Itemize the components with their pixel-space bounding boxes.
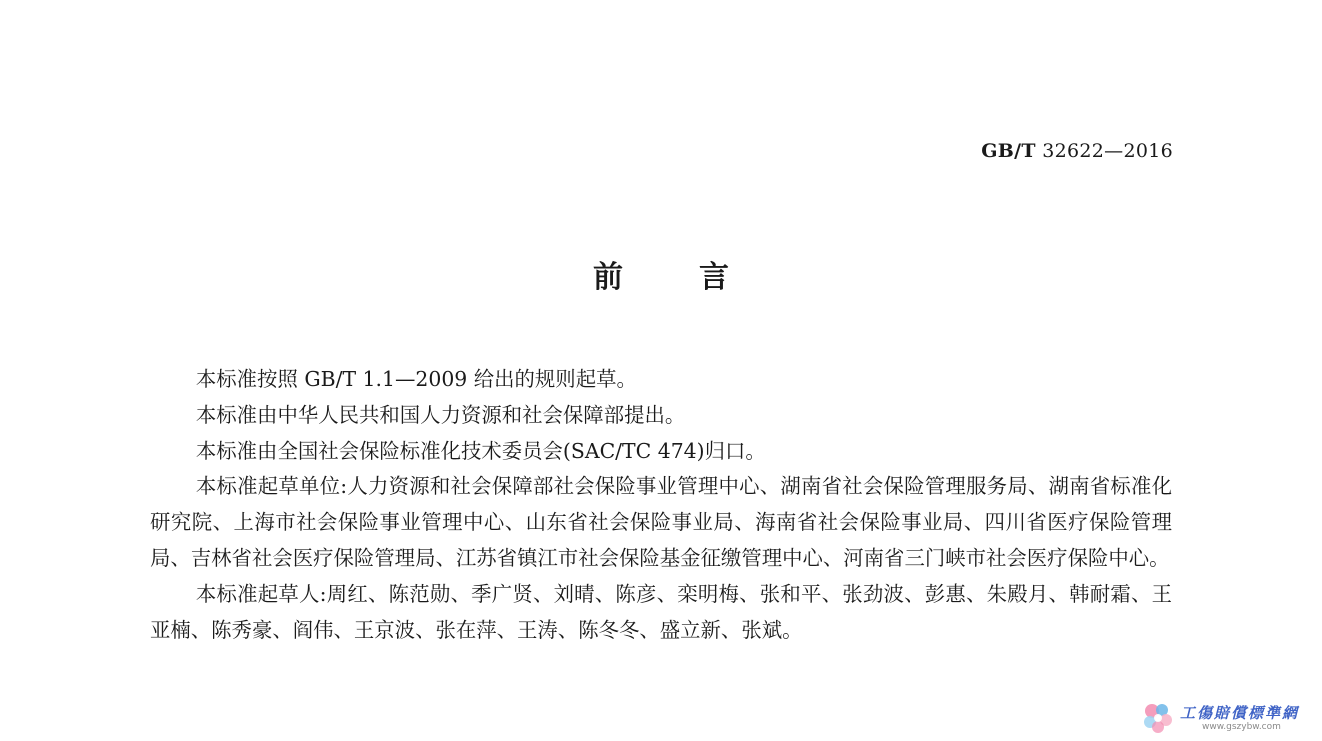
standard-code: 32622—2016: [1042, 140, 1173, 162]
paragraph-drafting-units: 本标准起草单位:人力资源和社会保障部社会保险事业管理中心、湖南省社会保险管理服务局、湖南省标准化研究院、上海市社会保险事业管理中心、山东省社会保险事业局、海南省社会保险事业局、四川省医疗保险管理局、吉林省社会医疗保险管理局、江苏省镇江市社会保险基金征缴管理中心、河南省三门峡市社会医疗保险中心。: [150, 474, 1172, 570]
page-title: 前言: [593, 260, 805, 295]
paragraph-drafting-rules: 本标准按照 GB/T 1.1—2009 给出的规则起草。: [195, 367, 637, 391]
flower-logo-icon: [1140, 701, 1176, 735]
watermark-name: 工傷賠償標準網: [1180, 704, 1300, 722]
paragraph-proposer: 本标准由中华人民共和国人力资源和社会保障部提出。: [195, 402, 686, 427]
paragraph-committee: 本标准由全国社会保险标准化技术委员会(SAC/TC 474)归口。: [195, 438, 766, 463]
watermark: [1140, 701, 1312, 735]
paragraph-drafters: 本标准起草人:周红、陈范勋、季广贤、刘晴、陈彦、栾明梅、张和平、张劲波、彭惠、朱殿月、韩耐霜、王亚楠、陈秀豪、阎伟、王京波、张在萍、王涛、陈冬冬、盛立新、张斌。: [150, 581, 1172, 642]
standard-prefix: GB/T: [981, 140, 1036, 162]
standard-number: [981, 140, 1173, 162]
watermark-url: www.gszybw.com: [1202, 722, 1281, 732]
foreword-body: [150, 362, 1172, 648]
